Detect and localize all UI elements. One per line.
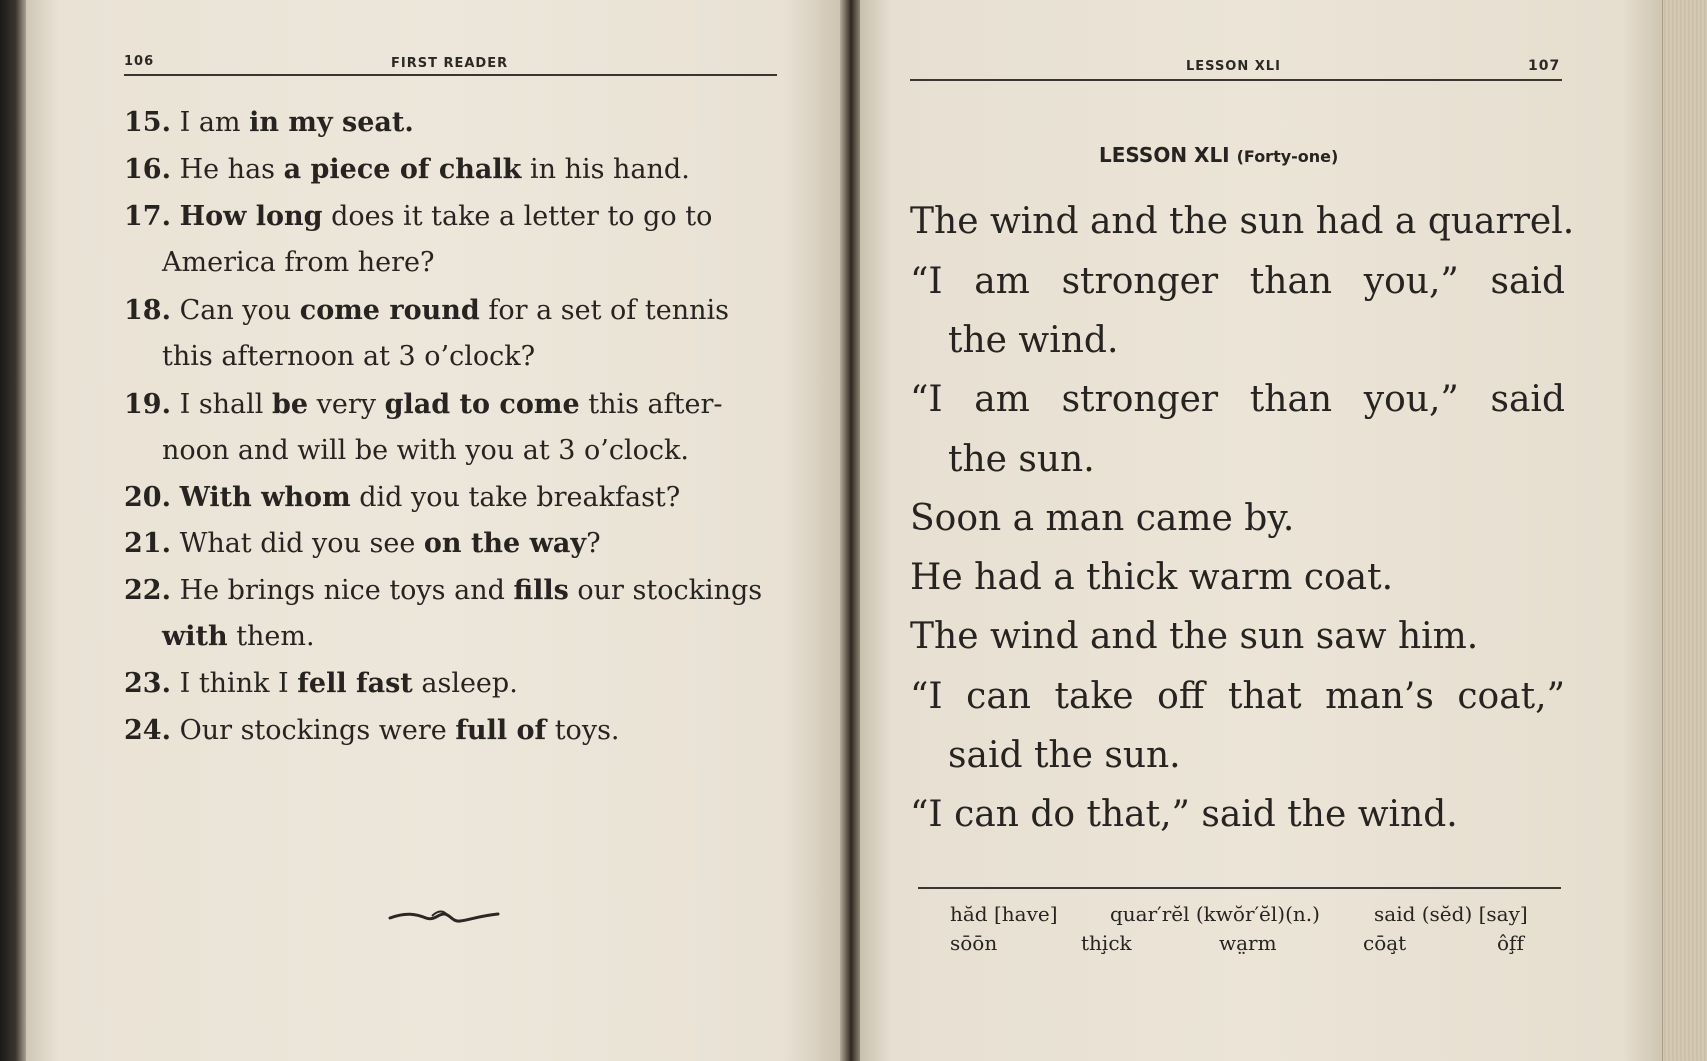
vocab-word: ôf̧f xyxy=(1497,931,1524,955)
sentence-continuation xyxy=(162,620,315,654)
sentence-item xyxy=(124,388,723,422)
vocabulary-rule xyxy=(918,887,1561,889)
sentence-item xyxy=(124,714,620,748)
sentence-text: toys. xyxy=(546,715,620,746)
vocab-word: thi̧ck xyxy=(1081,931,1132,955)
story-line: the wind. xyxy=(948,320,1119,361)
story-line: Soon a man came by. xyxy=(910,498,1295,539)
story-line: “I can do that,” said the wind. xyxy=(910,794,1458,835)
vocab-word: wa̤rm xyxy=(1219,931,1277,955)
sentence-text: What did you see xyxy=(170,528,424,559)
bold-phrase: with xyxy=(162,621,228,652)
bold-phrase: on the way xyxy=(423,528,587,559)
sentence-number: 18. xyxy=(124,295,171,326)
right-header-rule xyxy=(910,79,1562,81)
sentence-text: did you take breakfast? xyxy=(350,482,681,513)
sentence-text: in his hand. xyxy=(521,154,690,185)
sentence-item xyxy=(124,574,762,608)
sentence-text: for a set of tennis xyxy=(479,295,729,326)
sentence-item xyxy=(124,200,712,234)
bold-phrase: fell fast xyxy=(297,668,413,699)
sentence-text: Can you xyxy=(170,295,300,326)
story-line: The wind and the sun had a quarrel. xyxy=(910,201,1575,242)
sentence-number: 19. xyxy=(124,389,171,420)
story-line: “I am stronger than you,” said xyxy=(910,379,1565,420)
sentence-text: I am xyxy=(170,107,250,138)
left-page-number: 106 xyxy=(124,54,155,69)
book-binding xyxy=(0,0,26,1061)
sentence-number: 16. xyxy=(124,154,171,185)
lesson-title-subtitle: (Forty-one) xyxy=(1236,147,1339,166)
sentence-text: I shall xyxy=(170,389,273,420)
sentence-continuation: noon and will be with you at 3 o’clock. xyxy=(162,435,689,466)
bold-phrase: a piece of chalk xyxy=(283,154,522,185)
page-edges xyxy=(1662,0,1707,1061)
bold-phrase: With whom xyxy=(179,482,351,513)
sentence-text: I think I xyxy=(170,668,298,699)
left-running-head: FIRST READER xyxy=(391,56,509,71)
sentence-text: this after- xyxy=(579,389,723,420)
bold-phrase: come round xyxy=(299,295,480,326)
sentence-item xyxy=(124,153,690,187)
sentence-text: asleep. xyxy=(412,668,518,699)
story-line: the sun. xyxy=(948,439,1095,480)
vocab-word: hăd [have] xyxy=(950,902,1058,926)
vocab-word: cōa̧t xyxy=(1363,931,1407,955)
right-running-head: LESSON XLI xyxy=(1186,59,1281,74)
sentence-item xyxy=(124,294,729,328)
sentence-item xyxy=(124,667,518,701)
sentence-text: very xyxy=(308,389,385,420)
sentence-number: 20. xyxy=(124,482,171,513)
story-line: “I am stronger than you,” said xyxy=(910,261,1565,302)
sentence-item xyxy=(124,481,680,515)
story-line: He had a thick warm coat. xyxy=(910,557,1394,598)
vocab-word: sōōn xyxy=(950,931,998,955)
sentence-number: 23. xyxy=(124,668,171,699)
sentence-text: ? xyxy=(586,528,601,559)
sentence-text xyxy=(171,201,180,232)
sentence-number: 15. xyxy=(124,107,171,138)
sentence-text xyxy=(171,482,180,513)
ornament-icon xyxy=(386,906,504,930)
sentence-text: He brings nice toys and xyxy=(170,575,514,606)
sentence-continuation: this afternoon at 3 o’clock? xyxy=(162,341,536,372)
vocab-word: said (sĕd) [say] xyxy=(1374,902,1528,926)
vocab-word: quar′rĕl (kwŏr′ĕl)(n.) xyxy=(1110,902,1320,926)
sentence-item xyxy=(124,106,414,140)
bold-phrase: How long xyxy=(179,201,323,232)
story-line: The wind and the sun saw him. xyxy=(910,616,1479,657)
sentence-text: our stockings xyxy=(568,575,763,606)
bold-phrase: glad to come xyxy=(384,389,580,420)
story-line: “I can take off that man’s coat,” xyxy=(910,676,1565,717)
book-gutter xyxy=(840,0,860,1061)
sentence-number: 22. xyxy=(124,575,171,606)
story-line: said the sun. xyxy=(948,735,1181,776)
sentence-text: does it take a letter to go to xyxy=(322,201,713,232)
lesson-title-main: LESSON XLI xyxy=(1099,143,1230,167)
sentence-continuation: America from here? xyxy=(162,247,435,278)
bold-phrase: full of xyxy=(455,715,547,746)
bold-phrase: in my seat. xyxy=(249,107,414,138)
sentence-text: Our stockings were xyxy=(170,715,456,746)
sentence-item xyxy=(124,527,601,561)
bold-phrase: fills xyxy=(513,575,569,606)
lesson-title xyxy=(1099,143,1338,167)
bold-phrase: be xyxy=(272,389,309,420)
sentence-number: 24. xyxy=(124,715,171,746)
sentence-number: 21. xyxy=(124,528,171,559)
right-page-number: 107 xyxy=(1528,58,1561,74)
left-header-rule xyxy=(124,74,777,76)
sentence-text: them. xyxy=(227,621,315,652)
sentence-number: 17. xyxy=(124,201,171,232)
sentence-text: He has xyxy=(170,154,284,185)
